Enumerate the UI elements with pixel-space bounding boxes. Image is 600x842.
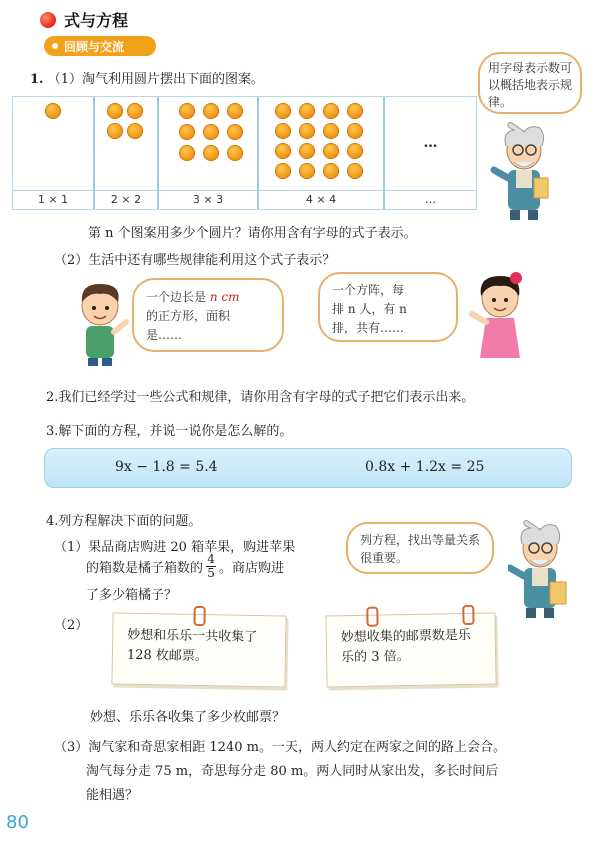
girl-bubble-text: 一个方阵，每 <box>332 283 405 297</box>
girl-speech-bubble <box>318 272 458 342</box>
note-card-2 <box>325 613 496 688</box>
section-title: 式与方程 <box>64 11 129 30</box>
note-2-text: 妙想收集的邮票数是乐乐的 3 倍。 <box>340 627 471 666</box>
fraction-denominator: 5 <box>207 566 215 580</box>
circle-icon <box>179 124 195 140</box>
q4-p1-line3: 了多少箱橘子？ <box>86 588 178 603</box>
circle-icon <box>299 123 315 139</box>
circle-icon <box>227 124 243 140</box>
pattern-2 <box>93 97 157 209</box>
circle-icon <box>127 123 143 139</box>
q1-number: 1. <box>30 72 44 87</box>
paperclip-icon <box>462 605 474 625</box>
circle-icon <box>45 103 61 119</box>
paperclip-icon <box>366 607 378 627</box>
boy-bubble-text: 一个边长是 <box>146 290 207 304</box>
page-number: 80 <box>6 812 29 833</box>
q1-line <box>30 68 264 87</box>
q4-p2-label: （2） <box>54 618 89 633</box>
q4-p3-line1: （3）淘气家和奇思家相距 1240 m。一天，两人约定在两家之间的路上会合。 <box>54 740 506 755</box>
pattern-1 <box>13 97 93 209</box>
pattern-caption: 3 × 3 <box>159 190 257 209</box>
teacher-figure-2 <box>508 520 570 620</box>
q4-p1-line2b: 。商店购进 <box>219 561 285 576</box>
q4-p3-line3: 能相遇？ <box>86 788 139 803</box>
pattern-caption: … <box>385 190 476 209</box>
girl-figure <box>468 270 530 370</box>
teacher-figure <box>490 122 552 222</box>
q2-text: 2.我们已经学过一些公式和规律，请你用含有字母的式子把它们表示出来。 <box>46 390 475 405</box>
q4-p1-line2a: 的箱数是橘子箱数的 <box>86 561 204 576</box>
teacher-bubble-2-text: 列方程，找出等量关系很重要。 <box>360 533 481 565</box>
fraction-numerator: 4 <box>207 552 215 566</box>
circle-icon <box>323 123 339 139</box>
equation-2: 0.8x + 1.2x = 25 <box>365 459 485 475</box>
girl-bubble-text: 排 n 人，有 n <box>332 302 407 316</box>
pattern-4 <box>257 97 383 209</box>
circle-icon <box>203 145 219 161</box>
boy-bubble-text: 是…… <box>146 328 183 342</box>
q1-part1: （1）淘气利用圆片摆出下面的图案。 <box>47 72 264 87</box>
pattern-caption: 4 × 4 <box>259 190 383 209</box>
circle-icon <box>107 103 123 119</box>
dot-icon <box>52 43 58 49</box>
circle-icon <box>107 123 123 139</box>
circle-icon <box>347 103 363 119</box>
boy-speech-bubble <box>132 278 284 352</box>
apple-icon <box>40 12 56 28</box>
q1-question: 第 n 个图案用多少个圆片？请你用含有字母的式子表示。 <box>88 226 417 241</box>
note-1-text: 妙想和乐乐一共收集了 128 枚邮票。 <box>126 627 258 665</box>
circle-icon <box>347 143 363 159</box>
circle-icon <box>275 163 291 179</box>
circle-icon <box>127 103 143 119</box>
circle-icon <box>299 143 315 159</box>
boy-figure <box>70 280 130 368</box>
circle-icon <box>203 103 219 119</box>
section-header <box>40 8 128 31</box>
note-card-1 <box>111 612 286 687</box>
circle-icon <box>179 145 195 161</box>
circle-icon <box>323 163 339 179</box>
circle-icon <box>275 103 291 119</box>
q1-part2: （2）生活中还有哪些规律能利用这个式子表示？ <box>54 253 336 268</box>
girl-bubble-text: 排，共有…… <box>332 321 405 335</box>
q4-p1-line2 <box>86 553 284 580</box>
paperclip-icon <box>193 606 205 626</box>
circle-icon <box>275 143 291 159</box>
q4-text: 4.列方程解决下面的问题。 <box>46 514 202 529</box>
boy-bubble-text: 的正方形，面积 <box>146 309 231 323</box>
teacher-speech-bubble-2 <box>346 522 494 574</box>
q4-p2-question: 妙想、乐乐各收集了多少枚邮票？ <box>90 710 286 725</box>
teacher-bubble-text: 用字母表示数可以概括地表示规律。 <box>488 61 573 109</box>
q4-p3-line2: 淘气每分走 75 m，奇思每分走 80 m。两人同时从家出发，多长时间后 <box>86 764 499 779</box>
circle-icon <box>203 124 219 140</box>
circle-icon <box>299 103 315 119</box>
q4-p1-line1: （1）果品商店购进 20 箱苹果，购进苹果 <box>54 540 296 555</box>
review-badge <box>44 36 156 56</box>
circle-icon <box>323 143 339 159</box>
review-badge-label: 回顾与交流 <box>64 39 125 54</box>
circle-icon <box>227 145 243 161</box>
pattern-3 <box>157 97 257 209</box>
equation-1: 9x − 1.8 = 5.4 <box>115 459 218 475</box>
teacher-speech-bubble <box>478 52 582 114</box>
circle-icon <box>227 103 243 119</box>
circle-icon <box>275 123 291 139</box>
circle-icon <box>179 103 195 119</box>
circle-icon <box>323 103 339 119</box>
pattern-n <box>383 97 476 209</box>
circle-icon <box>299 163 315 179</box>
equation-box <box>44 448 572 488</box>
circle-icon <box>347 123 363 139</box>
pattern-caption: 1 × 1 <box>13 190 93 209</box>
q3-text: 3.解下面的方程，并说一说你是怎么解的。 <box>46 424 293 439</box>
pattern-caption: 2 × 2 <box>95 190 157 209</box>
circle-pattern-panel <box>12 96 477 210</box>
boy-bubble-unit: n cm <box>209 290 240 304</box>
ellipsis: … <box>423 135 438 151</box>
fraction <box>206 553 216 580</box>
circle-icon <box>347 163 363 179</box>
